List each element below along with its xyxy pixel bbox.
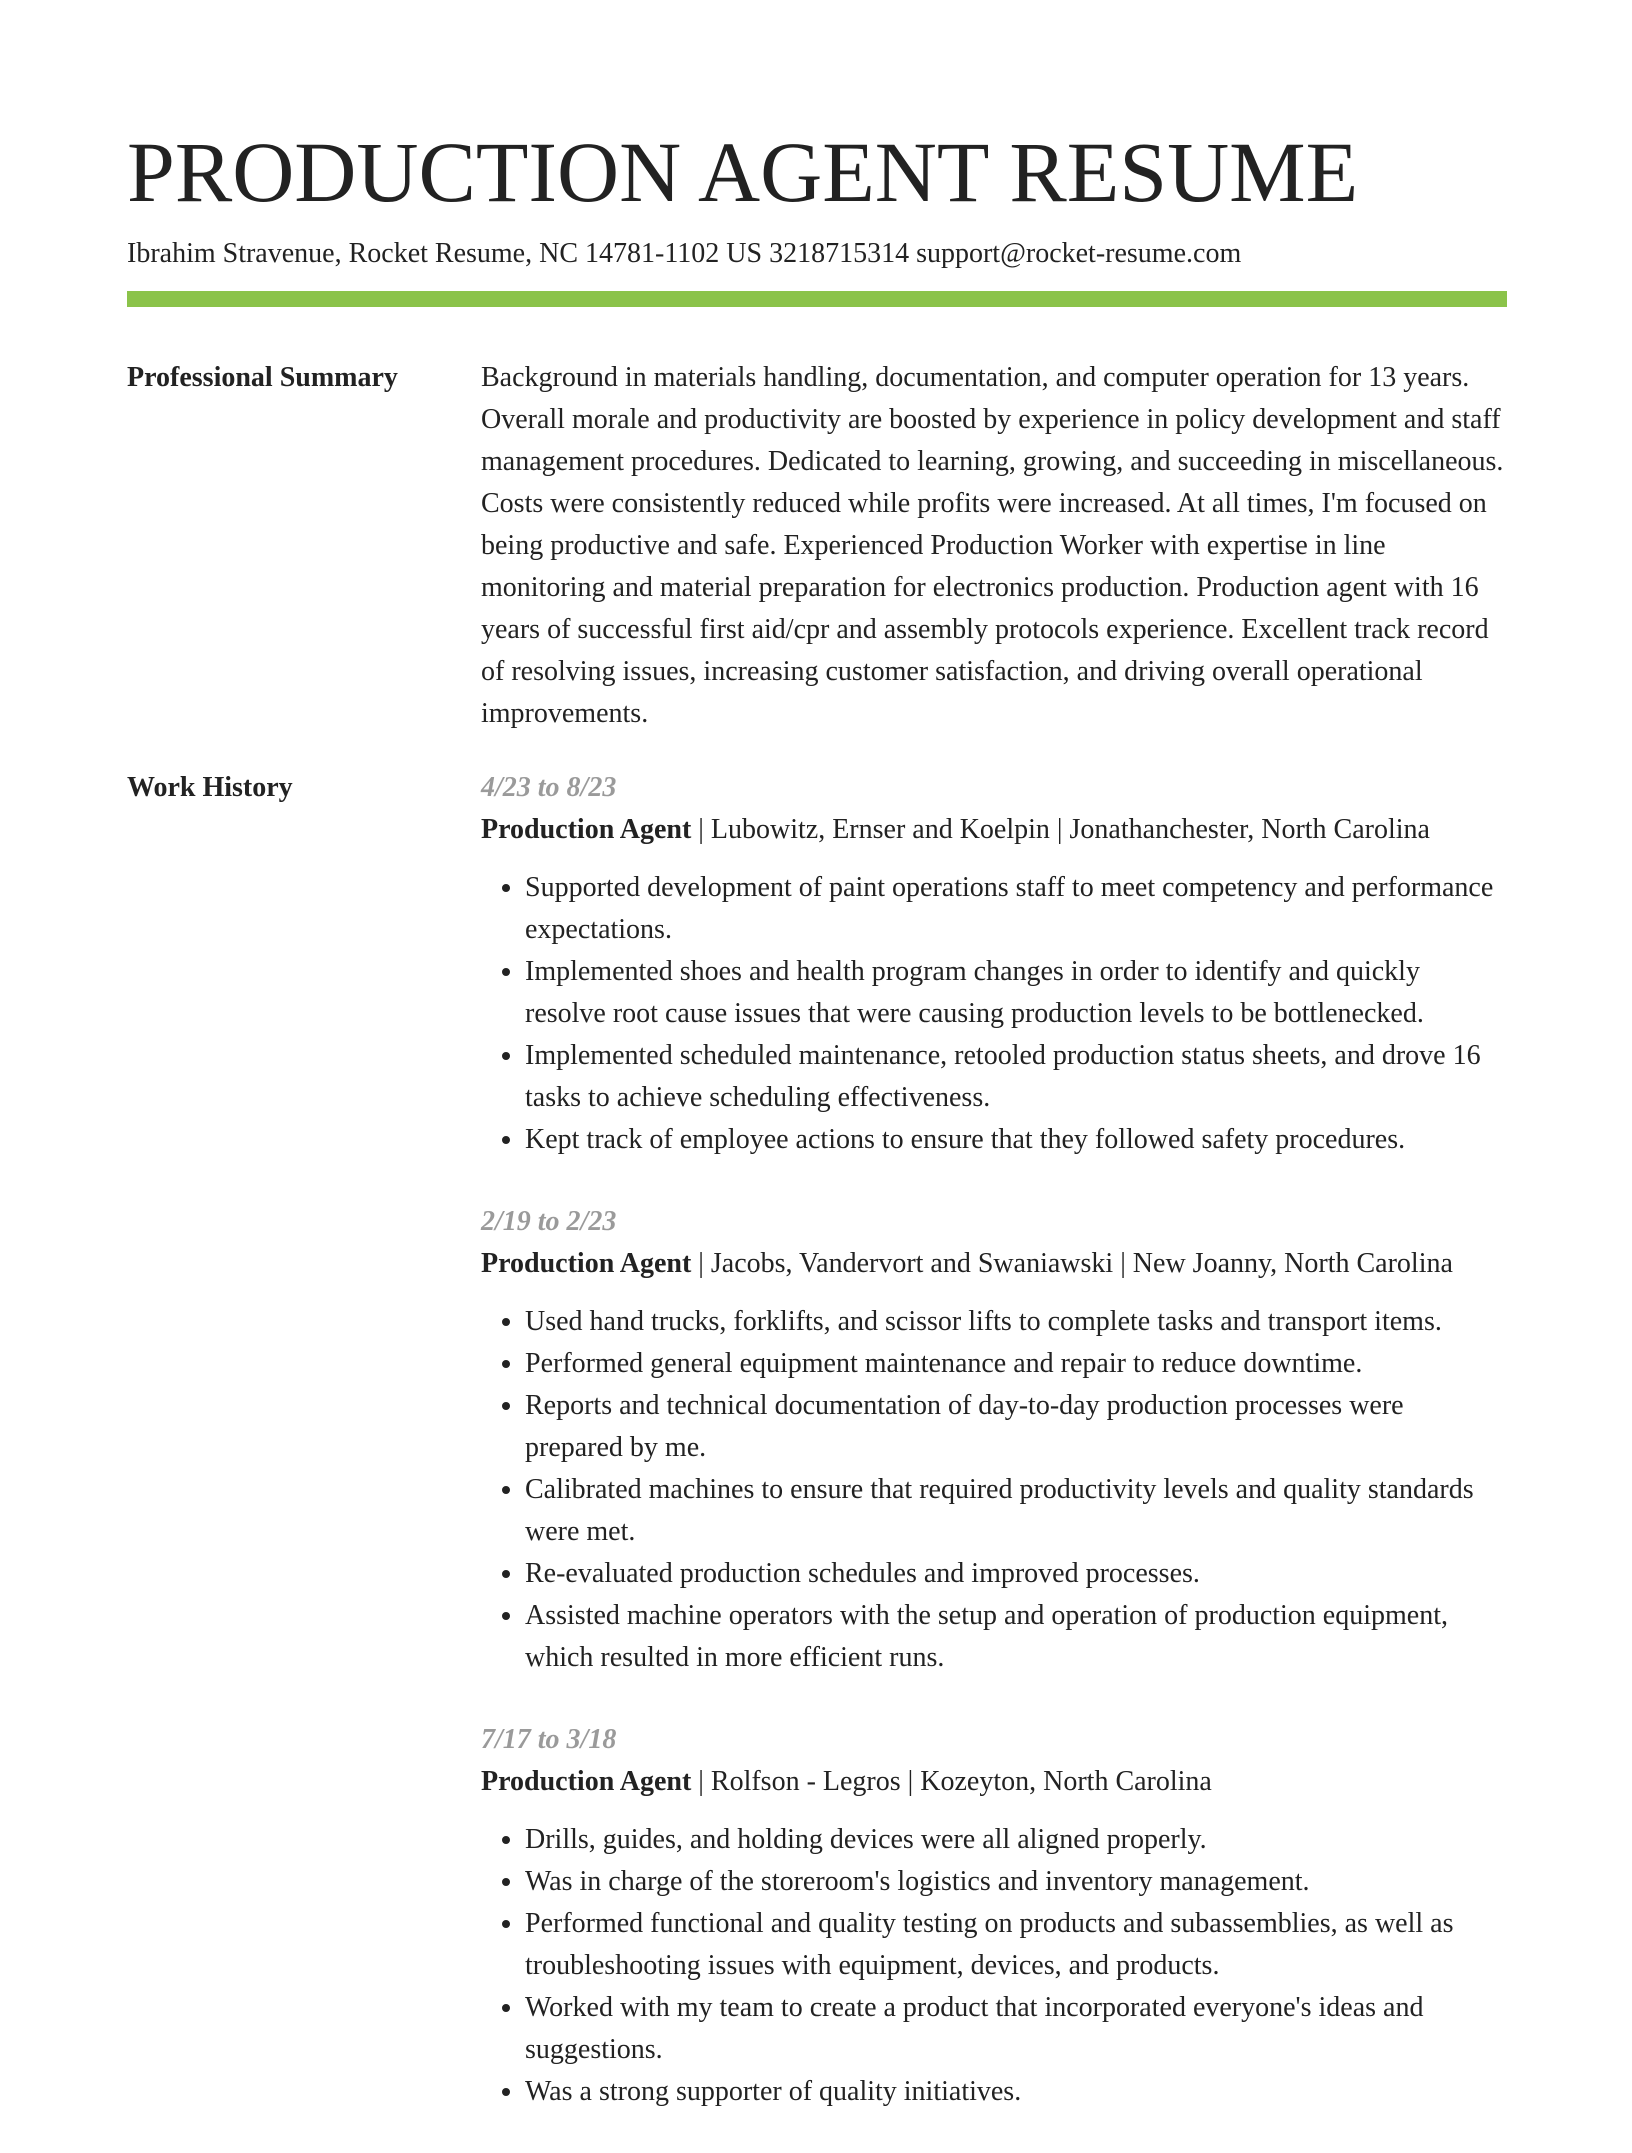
job-bullet-list: [481, 1819, 1507, 2113]
job-location: Kozeyton, North Carolina: [920, 1766, 1212, 1797]
job-bullet: • Implemented scheduled maintenance, retooled production status sheets, and drove 16 tasks to achieve scheduling effectiveness.: [525, 1035, 1507, 1119]
job-entry: [481, 1201, 1507, 1679]
summary-text: Background in materials handling, documentation, and computer operation for 13 years. Overall morale and productivity are boosted by experience in policy development and staff management procedures. Dedicated to learning, growing, and succeeding in miscellaneous. Costs were consistently reduced while profits were increased. At all times, I'm focused on being productive and safe. Experienced Production Worker with expertise in line monitoring and material preparation for electronics production. Production agent with 16 years of successful first aid/cpr and assembly protocols experience. Excellent track record of resolving issues, increasing customer satisfaction, and driving overall operational improvements.: [481, 362, 1504, 729]
separator: |: [900, 1766, 921, 1797]
job-heading: [481, 1761, 1507, 1803]
job-bullet: • Performed general equipment maintenance and repair to reduce downtime.: [525, 1343, 1507, 1385]
work-history-body: [481, 767, 1507, 2153]
job-bullet: • Used hand trucks, forklifts, and scissor lifts to complete tasks and transport items.: [525, 1301, 1507, 1343]
job-bullet: • Reports and technical documentation of day-to-day production processes were prepared by me.: [525, 1385, 1507, 1469]
job-bullet: • Assisted machine operators with the setup and operation of production equipment, which resulted in more efficient runs.: [525, 1595, 1507, 1679]
job-company: Lubowitz, Ernser and Koelpin: [710, 814, 1050, 845]
job-dates: 2/19 to 2/23: [481, 1206, 617, 1237]
job-bullet: • Drills, guides, and holding devices were all aligned properly.: [525, 1819, 1507, 1861]
separator: |: [691, 1248, 711, 1279]
separator: |: [691, 814, 711, 845]
summary-body: [481, 357, 1507, 735]
job-bullet: • Kept track of employee actions to ensure that they followed safety procedures.: [525, 1119, 1507, 1161]
job-bullet: • Was in charge of the storeroom's logistics and inventory management.: [525, 1861, 1507, 1903]
job-bullet: • Implemented shoes and health program changes in order to identify and quickly resolve root cause issues that were causing production levels to be bottlenecked.: [525, 951, 1507, 1035]
job-bullet: • Was a strong supporter of quality initiatives.: [525, 2071, 1507, 2113]
job-heading: [481, 1243, 1507, 1285]
work-history-section: [127, 767, 1507, 2153]
job-heading: [481, 809, 1507, 851]
separator: |: [1049, 814, 1070, 845]
job-bullet: • Worked with my team to create a product that incorporated everyone's ideas and suggestions.: [525, 1987, 1507, 2071]
resume-page: [127, 0, 1507, 2153]
job-bullet-list: [481, 867, 1507, 1161]
job-bullet: • Calibrated machines to ensure that required productivity levels and quality standards were met.: [525, 1469, 1507, 1553]
job-dates: 7/17 to 3/18: [481, 1724, 617, 1755]
job-company: Jacobs, Vandervort and Swaniawski: [710, 1248, 1114, 1279]
section-label-work-history: Work History: [127, 772, 293, 803]
job-title: Production Agent: [481, 1248, 692, 1279]
separator: |: [691, 1766, 711, 1797]
job-dates: 4/23 to 8/23: [481, 772, 617, 803]
header-divider: [127, 291, 1507, 307]
job-title: Production Agent: [481, 814, 692, 845]
resume-title: PRODUCTION AGENT RESUME: [127, 124, 1359, 220]
section-label-professional-summary: Professional Summary: [127, 362, 398, 393]
job-entry: [481, 1719, 1507, 2113]
job-bullet: • Supported development of paint operations staff to meet competency and performance expectations.: [525, 867, 1507, 951]
job-bullet: • Performed functional and quality testing on products and subassemblies, as well as troubleshooting issues with equipment, devices, and products.: [525, 1903, 1507, 1987]
job-bullet: • Re-evaluated production schedules and improved processes.: [525, 1553, 1507, 1595]
job-entry: [481, 767, 1507, 1161]
job-title: Production Agent: [481, 1766, 692, 1797]
job-location: New Joanny, North Carolina: [1132, 1248, 1453, 1279]
job-company: Rolfson - Legros: [710, 1766, 901, 1797]
job-bullet-list: [481, 1301, 1507, 1679]
contact-line: Ibrahim Stravenue, Rocket Resume, NC 14781-1102 US 3218715314 support@rocket-resume.com: [127, 238, 1242, 269]
professional-summary-section: [127, 357, 1507, 735]
job-location: Jonathanchester, North Carolina: [1069, 814, 1430, 845]
separator: |: [1113, 1248, 1133, 1279]
